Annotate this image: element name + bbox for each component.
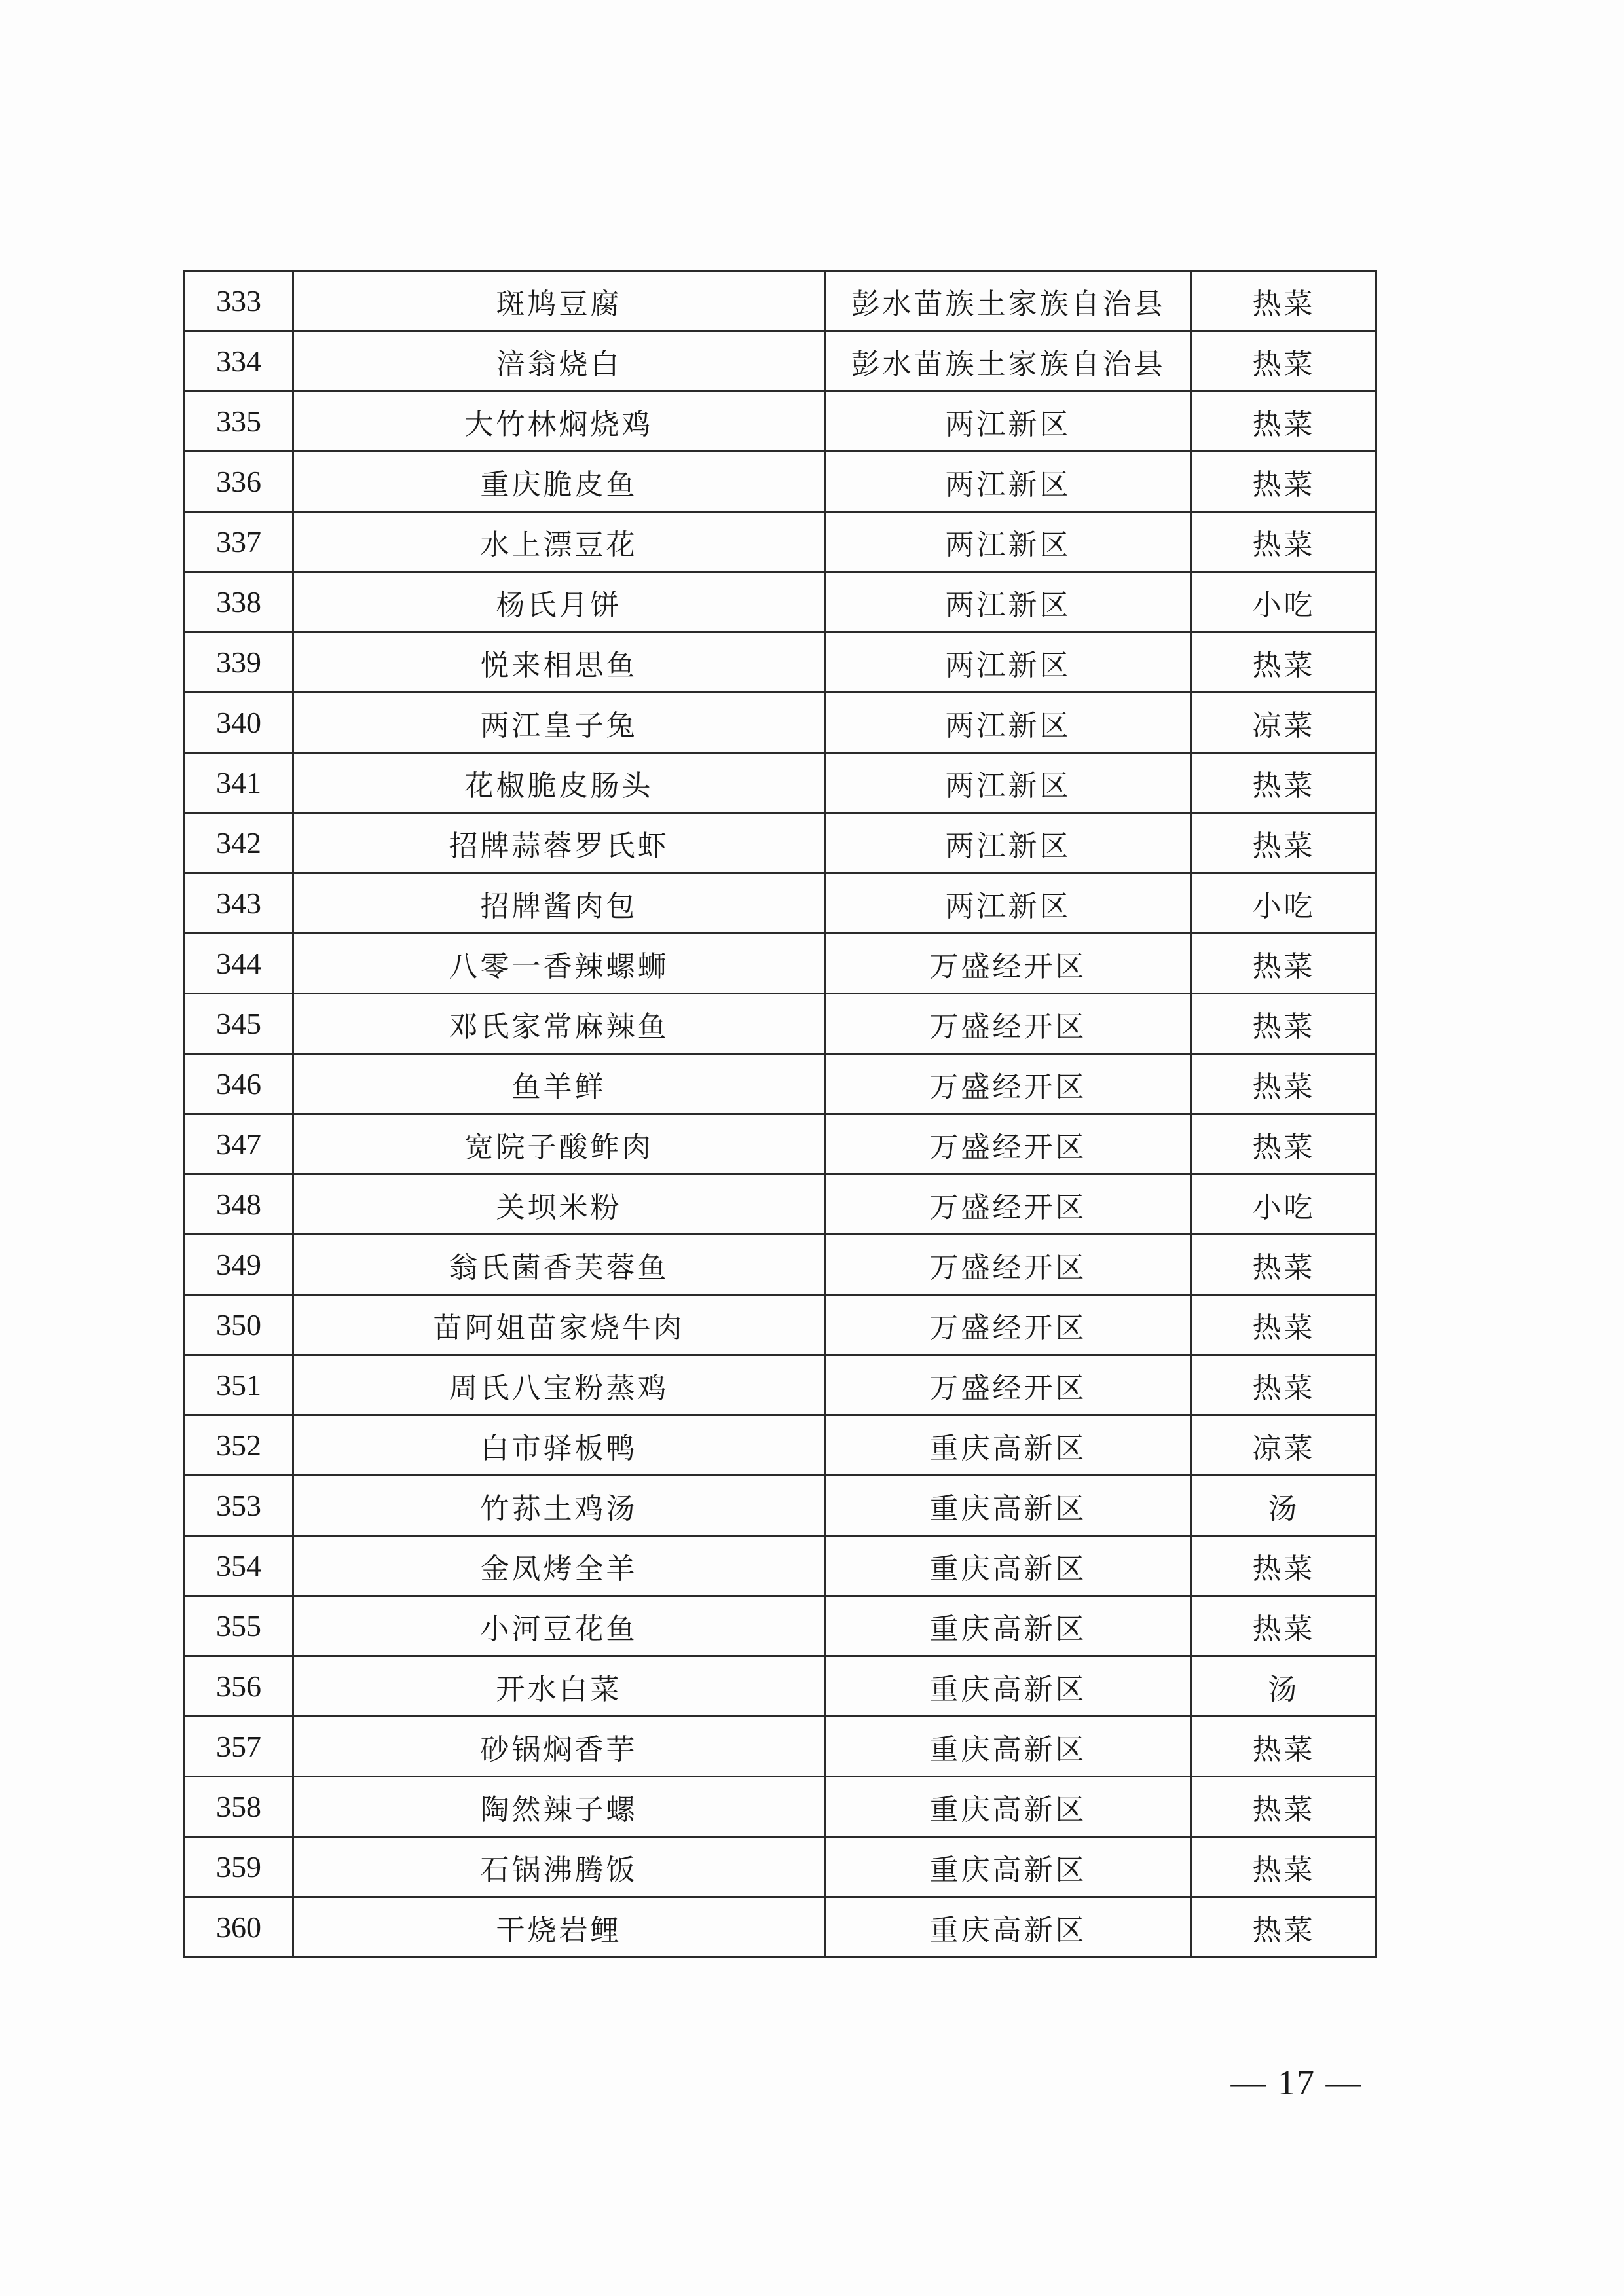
row-number-cell: 341	[185, 753, 293, 813]
category-cell: 小吃	[1192, 1175, 1376, 1235]
row-number-cell: 360	[185, 1897, 293, 1958]
region-cell: 重庆高新区	[825, 1476, 1192, 1536]
dish-name-cell: 水上漂豆花	[293, 512, 825, 572]
category-cell: 热菜	[1192, 271, 1376, 331]
region-cell: 万盛经开区	[825, 1054, 1192, 1114]
dish-name-cell: 干烧岩鲤	[293, 1897, 825, 1958]
row-number-cell: 350	[185, 1295, 293, 1355]
category-cell: 热菜	[1192, 934, 1376, 994]
dish-name-cell: 周氏八宝粉蒸鸡	[293, 1355, 825, 1415]
row-number-cell: 344	[185, 934, 293, 994]
category-cell: 凉菜	[1192, 1415, 1376, 1476]
region-cell: 重庆高新区	[825, 1415, 1192, 1476]
region-cell: 两江新区	[825, 813, 1192, 873]
category-cell: 热菜	[1192, 1235, 1376, 1295]
table-row	[185, 452, 1376, 512]
dish-name-cell: 八零一香辣螺蛳	[293, 934, 825, 994]
dish-name-cell: 招牌酱肉包	[293, 873, 825, 934]
region-cell: 万盛经开区	[825, 1235, 1192, 1295]
dish-name-cell: 小河豆花鱼	[293, 1596, 825, 1656]
table-row	[185, 512, 1376, 572]
category-cell: 热菜	[1192, 1295, 1376, 1355]
row-number-cell: 345	[185, 994, 293, 1054]
region-cell: 两江新区	[825, 392, 1192, 452]
region-cell: 重庆高新区	[825, 1897, 1192, 1958]
dish-name-cell: 宽院子酸鲊肉	[293, 1114, 825, 1175]
page-number: — 17 —	[1230, 2063, 1363, 2102]
category-cell: 热菜	[1192, 392, 1376, 452]
table-row	[185, 1837, 1376, 1897]
region-cell: 重庆高新区	[825, 1777, 1192, 1837]
category-cell: 热菜	[1192, 994, 1376, 1054]
dish-name-cell: 白市驿板鸭	[293, 1415, 825, 1476]
table-row	[185, 873, 1376, 934]
row-number-cell: 335	[185, 392, 293, 452]
table-row	[185, 753, 1376, 813]
table-row	[185, 1415, 1376, 1476]
category-cell: 凉菜	[1192, 693, 1376, 753]
dish-name-cell: 招牌蒜蓉罗氏虾	[293, 813, 825, 873]
dish-name-cell: 涪翁烧白	[293, 331, 825, 392]
table-row	[185, 1777, 1376, 1837]
region-cell: 重庆高新区	[825, 1717, 1192, 1777]
table-row	[185, 331, 1376, 392]
row-number-cell: 342	[185, 813, 293, 873]
region-cell: 两江新区	[825, 632, 1192, 693]
row-number-cell: 347	[185, 1114, 293, 1175]
dish-name-cell: 鱼羊鲜	[293, 1054, 825, 1114]
region-cell: 两江新区	[825, 452, 1192, 512]
region-cell: 重庆高新区	[825, 1536, 1192, 1596]
region-cell: 重庆高新区	[825, 1596, 1192, 1656]
category-cell: 热菜	[1192, 452, 1376, 512]
row-number-cell: 340	[185, 693, 293, 753]
dish-name-cell: 邓氏家常麻辣鱼	[293, 994, 825, 1054]
table-row	[185, 1717, 1376, 1777]
region-cell: 万盛经开区	[825, 1175, 1192, 1235]
table-row	[185, 271, 1376, 331]
table-row	[185, 1114, 1376, 1175]
dish-name-cell: 关坝米粉	[293, 1175, 825, 1235]
dish-name-cell: 花椒脆皮肠头	[293, 753, 825, 813]
category-cell: 热菜	[1192, 1355, 1376, 1415]
table-row	[185, 934, 1376, 994]
table-row	[185, 1355, 1376, 1415]
dish-name-cell: 杨氏月饼	[293, 572, 825, 632]
row-number-cell: 334	[185, 331, 293, 392]
region-cell: 彭水苗族土家族自治县	[825, 271, 1192, 331]
dish-name-cell: 苗阿姐苗家烧牛肉	[293, 1295, 825, 1355]
category-cell: 热菜	[1192, 1897, 1376, 1958]
dish-name-cell: 重庆脆皮鱼	[293, 452, 825, 512]
table-row	[185, 1175, 1376, 1235]
table-row	[185, 1054, 1376, 1114]
category-cell: 热菜	[1192, 753, 1376, 813]
region-cell: 重庆高新区	[825, 1837, 1192, 1897]
table-row	[185, 392, 1376, 452]
table-row	[185, 1295, 1376, 1355]
row-number-cell: 352	[185, 1415, 293, 1476]
category-cell: 汤	[1192, 1476, 1376, 1536]
dish-name-cell: 石锅沸腾饭	[293, 1837, 825, 1897]
region-cell: 重庆高新区	[825, 1656, 1192, 1717]
category-cell: 热菜	[1192, 331, 1376, 392]
row-number-cell: 358	[185, 1777, 293, 1837]
category-cell: 热菜	[1192, 1777, 1376, 1837]
dish-name-cell: 竹荪土鸡汤	[293, 1476, 825, 1536]
dish-name-cell: 开水白菜	[293, 1656, 825, 1717]
row-number-cell: 346	[185, 1054, 293, 1114]
row-number-cell: 356	[185, 1656, 293, 1717]
table-row	[185, 1536, 1376, 1596]
row-number-cell: 359	[185, 1837, 293, 1897]
category-cell: 热菜	[1192, 1114, 1376, 1175]
category-cell: 汤	[1192, 1656, 1376, 1717]
category-cell: 热菜	[1192, 1054, 1376, 1114]
table-row	[185, 813, 1376, 873]
region-cell: 万盛经开区	[825, 1355, 1192, 1415]
row-number-cell: 349	[185, 1235, 293, 1295]
category-cell: 热菜	[1192, 1717, 1376, 1777]
region-cell: 两江新区	[825, 753, 1192, 813]
category-cell: 热菜	[1192, 1596, 1376, 1656]
category-cell: 热菜	[1192, 512, 1376, 572]
table-row	[185, 1235, 1376, 1295]
region-cell: 两江新区	[825, 512, 1192, 572]
category-cell: 小吃	[1192, 572, 1376, 632]
dish-name-cell: 金凤烤全羊	[293, 1536, 825, 1596]
category-cell: 热菜	[1192, 632, 1376, 693]
row-number-cell: 336	[185, 452, 293, 512]
table-row	[185, 994, 1376, 1054]
table-row	[185, 1897, 1376, 1958]
dish-name-cell: 斑鸠豆腐	[293, 271, 825, 331]
dish-table	[183, 270, 1377, 1958]
region-cell: 万盛经开区	[825, 994, 1192, 1054]
table-row	[185, 1596, 1376, 1656]
row-number-cell: 351	[185, 1355, 293, 1415]
row-number-cell: 339	[185, 632, 293, 693]
row-number-cell: 348	[185, 1175, 293, 1235]
region-cell: 彭水苗族土家族自治县	[825, 331, 1192, 392]
category-cell: 热菜	[1192, 1837, 1376, 1897]
table-row	[185, 1656, 1376, 1717]
dish-table-body	[185, 271, 1376, 1958]
row-number-cell: 343	[185, 873, 293, 934]
row-number-cell: 333	[185, 271, 293, 331]
table-row	[185, 572, 1376, 632]
region-cell: 两江新区	[825, 873, 1192, 934]
table-row	[185, 1476, 1376, 1536]
region-cell: 万盛经开区	[825, 1114, 1192, 1175]
dish-name-cell: 大竹林焖烧鸡	[293, 392, 825, 452]
row-number-cell: 338	[185, 572, 293, 632]
row-number-cell: 354	[185, 1536, 293, 1596]
dish-name-cell: 陶然辣子螺	[293, 1777, 825, 1837]
row-number-cell: 357	[185, 1717, 293, 1777]
category-cell: 小吃	[1192, 873, 1376, 934]
dish-name-cell: 翁氏菌香芙蓉鱼	[293, 1235, 825, 1295]
dish-name-cell: 悦来相思鱼	[293, 632, 825, 693]
table-row	[185, 693, 1376, 753]
dish-name-cell: 两江皇子兔	[293, 693, 825, 753]
table-row	[185, 632, 1376, 693]
category-cell: 热菜	[1192, 813, 1376, 873]
region-cell: 两江新区	[825, 572, 1192, 632]
region-cell: 万盛经开区	[825, 934, 1192, 994]
row-number-cell: 353	[185, 1476, 293, 1536]
region-cell: 万盛经开区	[825, 1295, 1192, 1355]
row-number-cell: 337	[185, 512, 293, 572]
region-cell: 两江新区	[825, 693, 1192, 753]
category-cell: 热菜	[1192, 1536, 1376, 1596]
row-number-cell: 355	[185, 1596, 293, 1656]
dish-name-cell: 砂锅焖香芋	[293, 1717, 825, 1777]
